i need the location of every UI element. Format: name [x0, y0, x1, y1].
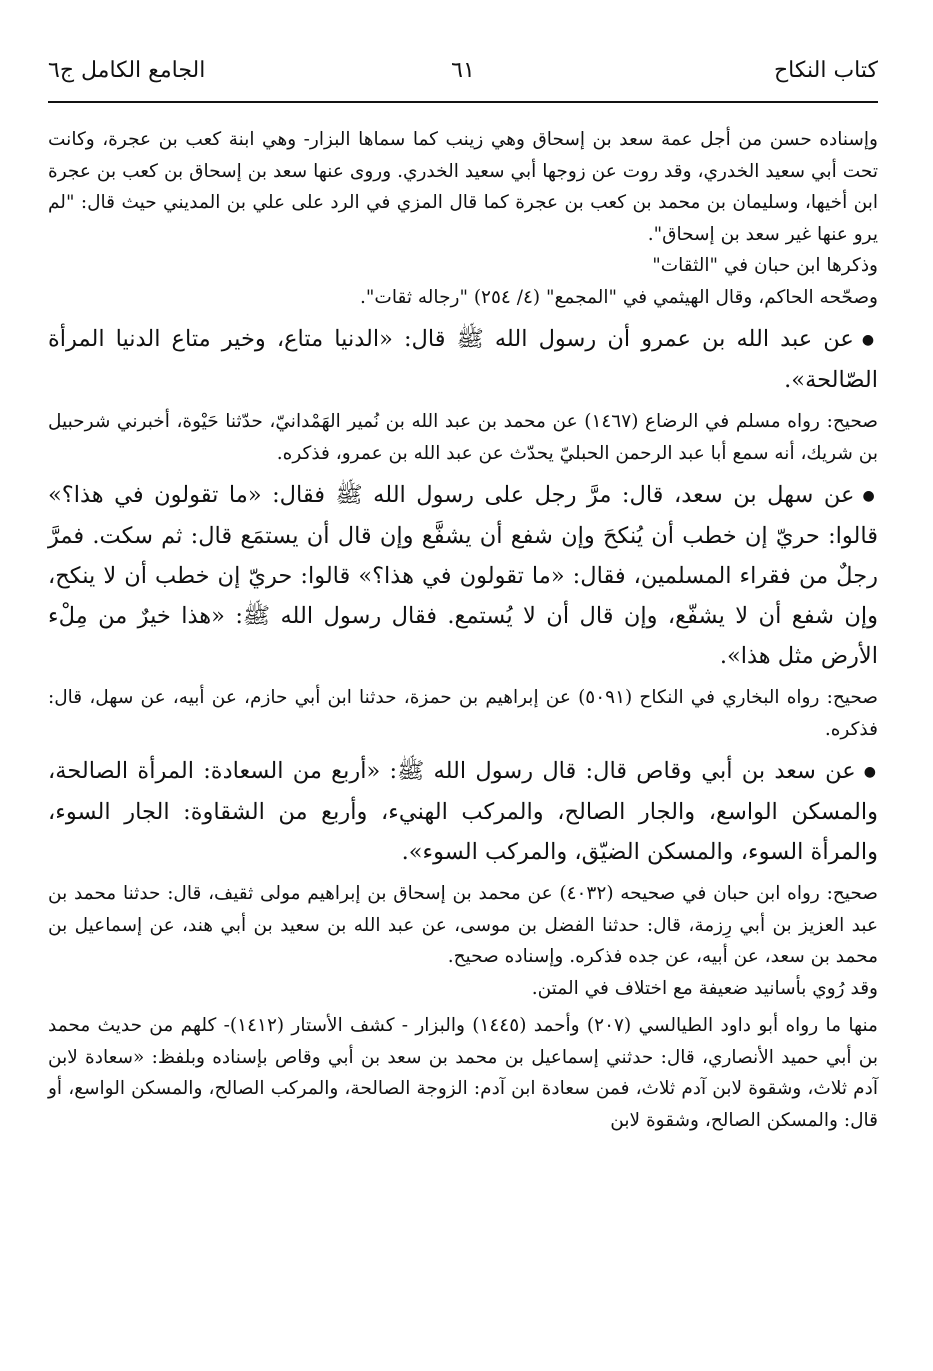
commentary-paragraph: وصحّحه الحاكم، وقال الهيثمي في "المجمع" (٤/ ٢٥٤) "رجاله ثقات".: [360, 286, 878, 308]
hadith-paragraph: ● عن سهل بن سعد، قال: مرَّ رجل على رسول الله ﷺ فقال: «ما تقولون في هذا؟» قالوا: حريّ إن خطب أن يُنكحَ وإن شفع أن يشفَّع وإن قال أن يستمَع قال: ثم سكت. فمرَّ رجلٌ من فقراء المسلمين، فقال: «ما تقولون في هذا؟» قالوا: حريّ إن خطب أن لا ينكح، وإن شفع أن لا يشفّع، وإن قال أن لا يُستمع. فقال رسول الله ﷺ: «هذا خيرٌ من مِلْء الأرض مثل هذا».: [48, 475, 878, 676]
hadith-paragraph: ● عن عبد الله بن عمرو أن رسول الله ﷺ قال: «الدنيا متاع، وخير متاع الدنيا المرأة الصّالحة».: [48, 319, 878, 400]
commentary-paragraph: صحيح: رواه البخاري في النكاح (٥٠٩١) عن إبراهيم بن حمزة، حدثنا ابن أبي حازم، عن أبيه، عن سهل، قال: فذكره.: [48, 687, 878, 740]
collection-title: الجامع الكامل ج٦: [48, 58, 206, 83]
commentary-paragraph: وقد رُوي بأسانيد ضعيفة مع اختلاف في المتن.: [531, 977, 878, 999]
hadith-paragraph: ● عن سعد بن أبي وقاص قال: قال رسول الله ﷺ: «أربع من السعادة: المرأة الصالحة، والمسكن الواسع، والجار الصالح، والمركب الهنيء، وأربع من الشقاوة: الجار السوء، والمرأة السوء، والمسكن الضيّق، والمركب السوء».: [48, 751, 878, 872]
commentary-paragraph: صحيح: رواه ابن حبان في صحيحه (٤٠٣٢) عن محمد بن إسحاق بن إبراهيم مولى ثقيف، قال: حدثنا محمد بن عبد العزيز بن أبي رِزمة، قال: حدثنا الفضل بن موسى، عن عبد الله بن سعيد بن أبي هند، عن إسماعيل بن محمد بن سعد، عن أبيه، عن جده فذكره. وإسناده صحيح.: [48, 883, 878, 967]
commentary-paragraph: صحيح: رواه مسلم في الرضاع (١٤٦٧) عن محمد بن عبد الله بن نُمير الهَمْدانيّ، حدّثنا حَيْوة، أخبرني شرحبيل بن شريك، أنه سمع أبا عبد الرحمن الحبليّ يحدّث عن عبد الله بن عمرو، فذكره.: [48, 411, 878, 464]
commentary-paragraph: وذكرها ابن حبان في "الثقات": [652, 255, 878, 276]
commentary-paragraph: وإسناده حسن من أجل عمة سعد بن إسحاق وهي زينب كما سماها البزار- وهي ابنة كعب بن عجرة، وكانت تحت أبي سعيد الخدري، وقد روت عن زوجها أبي سعيد الخدري. وروى عنها سعد بن إسحاق بن كعب بن عجرة ابن أخيها، وسليمان بن محمد بن كعب بن عجرة كما قال المزي في الرد على علي بن المديني حيث قال: "لم يرو عنها غير سعد بن إسحاق".: [48, 129, 878, 245]
page-body: [48, 124, 878, 1136]
header-rule: [48, 101, 878, 103]
commentary-paragraph: منها ما رواه أبو داود الطيالسي (٢٠٧) وأحمد (١٤٤٥) والبزار - كشف الأستار (١٤١٢)- كلهم من حديث محمد بن أبي حميد الأنصاري، قال: حدثني إسماعيل بن محمد بن سعد بن أبي وقاص بإسناده وبلفظ: «سعادة لابن آدم ثلاث، وشقوة لابن آدم ثلاث، فمن سعادة ابن آدم: الزوجة الصالحة، والمركب الصالح، والمسكن الواسع، أو قال: والمسكن الصالح، وشقوة لابن: [48, 1015, 878, 1131]
book-title: كتاب النكاح: [773, 58, 878, 83]
page-number: ٦١: [451, 58, 475, 83]
running-header: [48, 58, 878, 88]
